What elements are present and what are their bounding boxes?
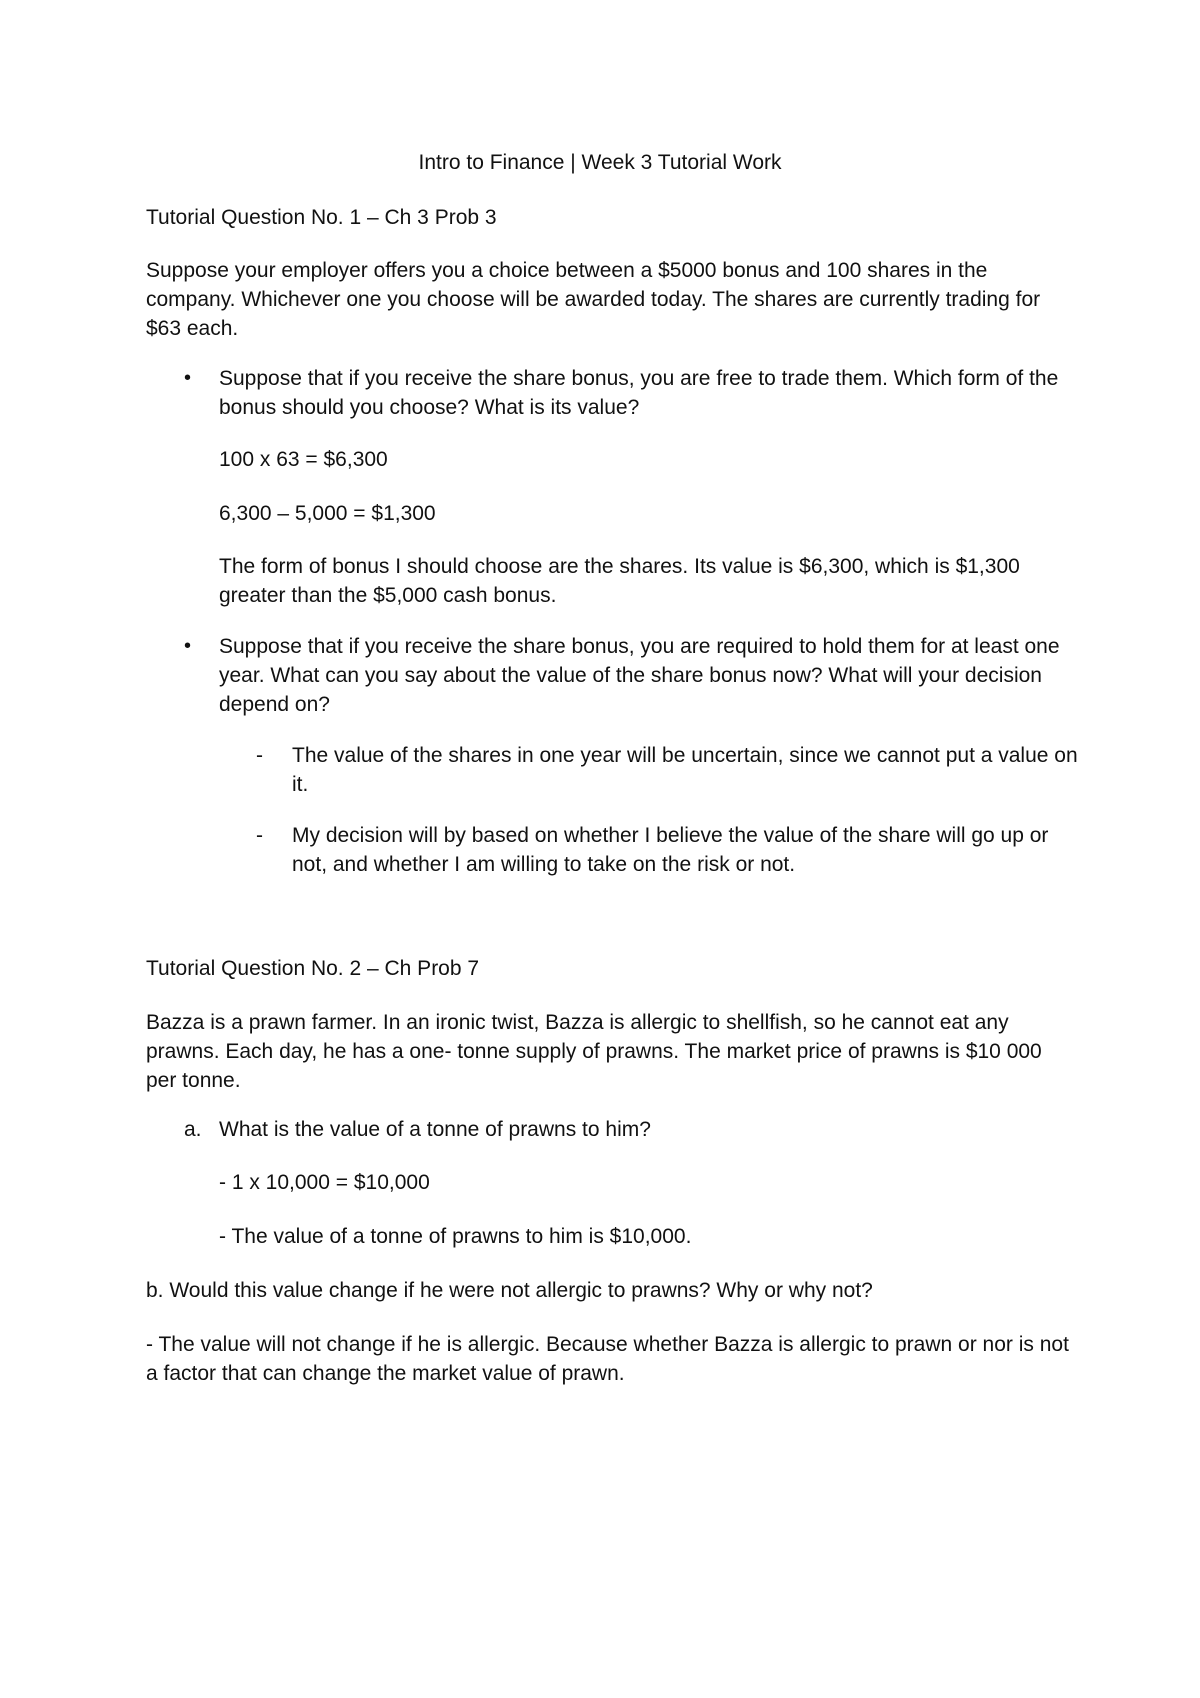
q1-heading: Tutorial Question No. 1 – Ch 3 Prob 3 [146,206,497,229]
q1-bullet1-calc1: 100 x 63 = $6,300 [219,448,388,471]
q1-bullet2-dash1: The value of the shares in one year will be uncertain, since we cannot put a value on it. [292,744,1078,796]
q2-intro: Bazza is a prawn farmer. In an ironic twist, Bazza is allergic to shellfish, so he cannot eat any prawns. Each day, he has a one- tonne supply of prawns. The market price of prawns is $10 000 per tonne. [146,1011,1042,1092]
q1-bullet2-dash2: My decision will by based on whether I believe the value of the share will go up or not, and whether I am willing to take on the risk or not. [292,824,1049,876]
q1-bullet2-question: Suppose that if you receive the share bonus, you are required to hold them for at least one year. What can you say about the value of the share bonus now? What will your decision depend on? [219,635,1060,716]
q2-part-b-question: b. Would this value change if he were not allergic to prawns? Why or why not? [146,1279,873,1302]
dash-icon: - [256,744,263,767]
q2-part-a-question: What is the value of a tonne of prawns to him? [219,1118,651,1141]
q1-intro: Suppose your employer offers you a choice between a $5000 bonus and 100 shares in the company. Whichever one you choose will be awarded today. The shares are currently trading for $63 each. [146,259,1041,340]
q2-part-a-line1: - 1 x 10,000 = $10,000 [219,1171,430,1194]
q2-part-b-answer: - The value will not change if he is allergic. Because whether Bazza is allergic to prawn or nor is not a factor that can change the market value of prawn. [146,1333,1069,1385]
document-title: Intro to Finance | Week 3 Tutorial Work [418,151,782,174]
q2-heading: Tutorial Question No. 2 – Ch Prob 7 [146,957,480,980]
bullet-icon: • [184,635,192,657]
bullet-icon: • [184,367,192,389]
q1-bullet1-question: Suppose that if you receive the share bonus, you are free to trade them. Which form of the bonus should you choose? What is its value? [219,367,1059,419]
q1-bullet1-calc2: 6,300 – 5,000 = $1,300 [219,502,436,525]
dash-icon: - [256,824,263,847]
q1-bullet1-answer: The form of bonus I should choose are the shares. Its value is $6,300, which is $1,300 greater than the $5,000 cash bonus. [219,555,1020,607]
q2-part-a-line2: - The value of a tonne of prawns to him is $10,000. [219,1225,692,1248]
part-a-label: a. [184,1118,202,1141]
